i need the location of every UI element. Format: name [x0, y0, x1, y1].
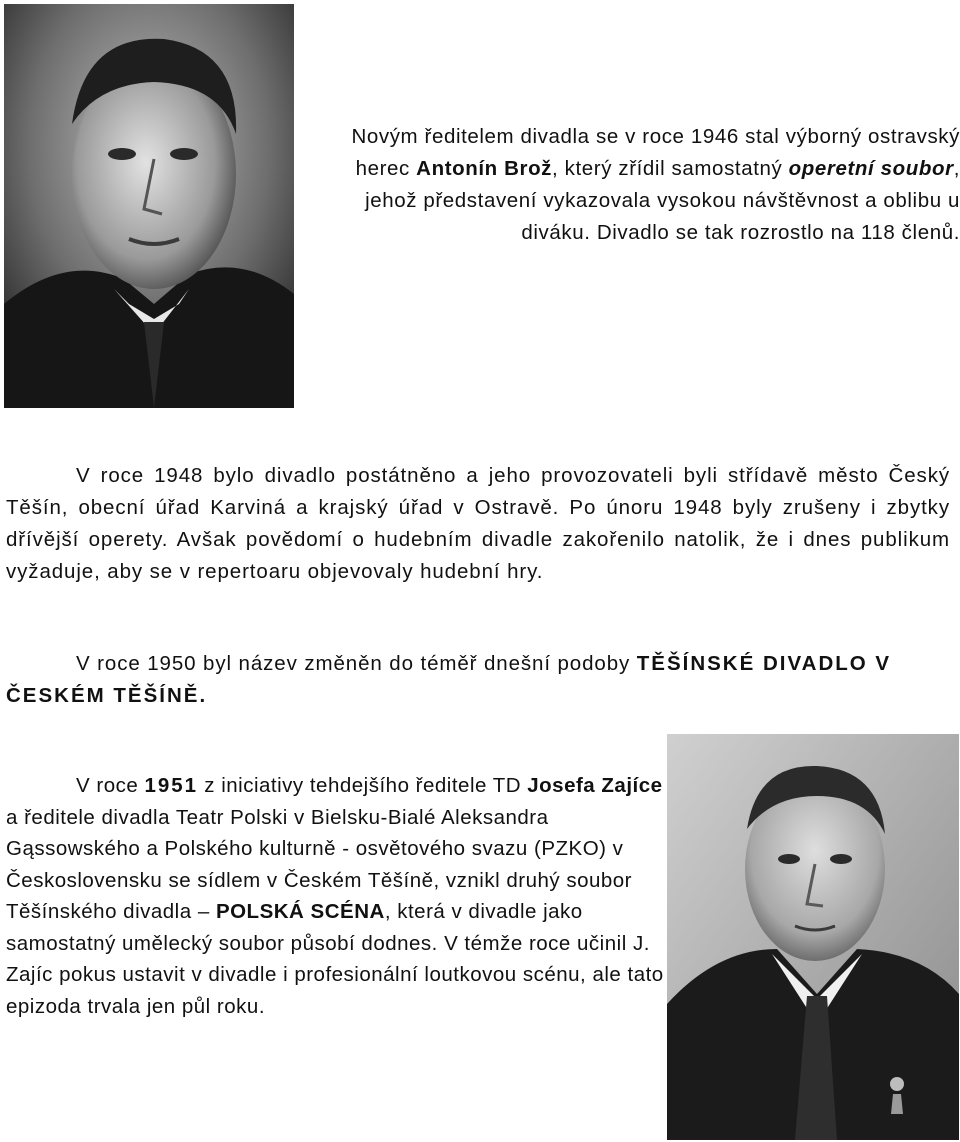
text-segment: a ředitele divadla Teatr Polski v Bielsku-Bialé Aleksandra Gąssowského a Polského kulturně - osvětového svazu (PZKO) v Československu se sídlem v Českém Těšíně, vznikl druhý soubor Těšínského divadla – — [6, 805, 633, 923]
text-segment: , jehož představení vykazovala vysokou návštěvnost a oblibu u diváku. Divadlo se tak rozrostlo na 118 členů. — [365, 157, 960, 244]
text-segment: V roce 1950 byl název změněn do téměř dnešní podoby — [76, 652, 637, 675]
portrait-icon — [4, 4, 294, 408]
text-segment: V roce 1948 bylo divadlo postátněno a jeho provozovateli byli střídavě město Český Těšín, obecní úřad Karviná a krajský úřad v Ostravě. Po únoru 1948 byly zrušeny i zbytky dřívější operety. Avšak povědomí o hudebním divadle zakořenilo natolik, že i dnes publikum vyžaduje, aby se v repertoaru objevovaly hudební hry. — [6, 464, 950, 583]
portrait-icon — [667, 734, 959, 1140]
text-segment: Novým ředitelem divadla se v roce 1946 stal výborný ostravský herec — [351, 125, 960, 180]
year-1951: 1951 — [144, 774, 199, 797]
operetta-ensemble: operetní soubor — [788, 157, 954, 180]
portrait-photo-antonin-broz — [4, 4, 294, 408]
name-antonin-broz: Antonín Brož — [416, 157, 553, 180]
polska-scena: POLSKÁ SCÉNA — [215, 900, 385, 923]
text-segment: , který zřídil samostatný — [552, 157, 789, 180]
paragraph-1950 — [6, 648, 950, 712]
name-josef-zajic: Josefa Zajíce — [527, 774, 663, 797]
text-segment: , která v divadle jako samostatný umělecký soubor působí dodnes. V témže roce učinil J. Zajíc pokus ustavit v divadle i profesionální loutkovou scénu, ale tato epizoda trvala jen půl roku. — [6, 900, 664, 1018]
paragraph-1951 — [6, 770, 666, 1022]
text-segment: V roce — [76, 774, 145, 797]
paragraph-1948 — [6, 460, 950, 588]
text-segment: z iniciativy tehdejšího ředitele TD — [198, 774, 528, 797]
paragraph-1946 — [300, 121, 960, 249]
portrait-photo-josef-zajic — [667, 734, 959, 1140]
theatre-name: TĚŠÍNSKÉ DIVADLO V ČESKÉM TĚŠÍNĚ. — [6, 652, 892, 707]
